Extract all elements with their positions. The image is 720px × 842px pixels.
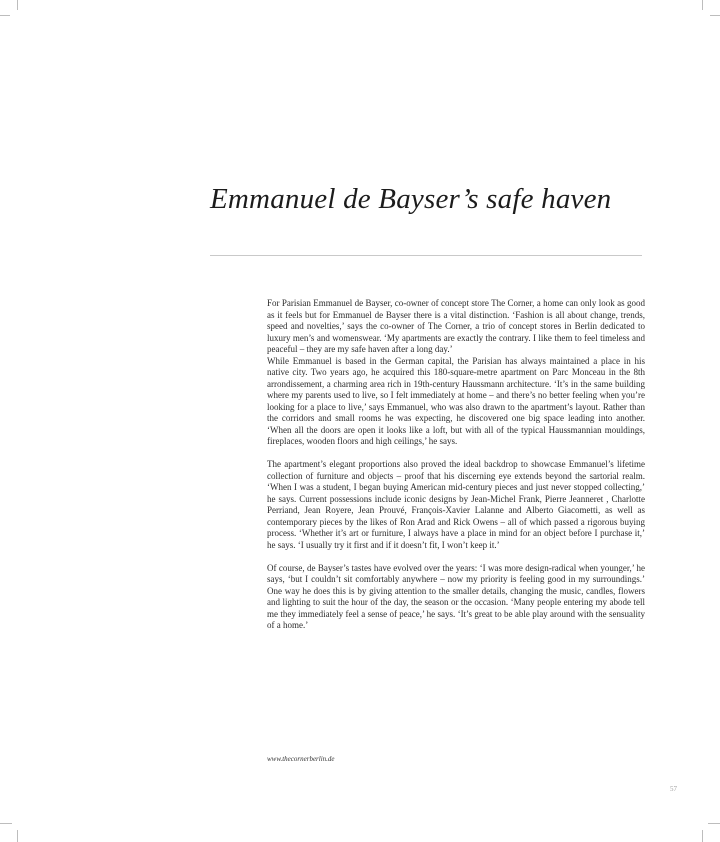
crop-mark-icon: [0, 15, 10, 16]
article-body: [267, 298, 645, 632]
article-paragraph: The apartment’s elegant proportions also proved the ideal backdrop to showcase Emmanuel’s lifetime collection of furniture and objects – proof that his discerning eye extends beyond the sartorial realm. ‘When I was a student, I began buying American mid-century pieces and just never stopped collecting,’ he says. Current possessions include iconic designs by Jean-Michel Frank, Pierre Jeanneret , Charlotte Perriand, Jean Royere, Jean Prouvé, François-Xavier Lalanne and Alberto Giacometti, as well as contemporary pieces by the likes of Ron Arad and Rick Owens – all of which passed a rigorous buying process. ‘Whether it’s art or furniture, I always have a place in mind for an object before I purchase it,’ he says. ‘I usually try it first and if it doesn’t fit, I won’t keep it.’: [267, 459, 645, 550]
title-divider: [210, 255, 642, 256]
article-paragraph: Of course, de Bayser’s tastes have evolved over the years: ‘I was more design-radical when younger,’ he says, ‘but I couldn’t sit comfortably anywhere – now my priority is feeling good in my surroundings.’ One way he does this is by giving attention to the smaller details, changing the music, candles, flowers and lighting to suit the hour of the day, the season or the occasion. ‘Many people entering my abode tell me they immediately feel a sense of peace,’ he says. ‘It’s great to be able play around with the sensuality of a home.’: [267, 562, 645, 630]
crop-mark-icon: [17, 830, 18, 842]
page-number: 57: [670, 785, 677, 793]
crop-mark-icon: [708, 823, 720, 824]
crop-mark-icon: [17, 0, 18, 10]
crop-mark-icon: [702, 830, 703, 842]
article-paragraph: For Parisian Emmanuel de Bayser, co-owner of concept store The Corner, a home can only look as good as it feels but for Emmanuel de Bayser there is a vital distinction. ‘Fashion is all about change, trends, speed and novelties,’ says the co-owner of The Corner, a trio of concept stores in Berlin dedicated to luxury men’s and womenswear. ‘My apartments are exactly the contrary. I like them to feel timeless and peaceful – they are my safe haven after a long day.’: [267, 298, 645, 354]
crop-mark-icon: [710, 15, 720, 16]
article-paragraph: While Emmanuel is based in the German capital, the Parisian has always maintained a place in his native city. Two years ago, he acquired this 180-square-metre apartment on Parc Monceau in the 8th arrondissement, a charming area rich in 19th-century Haussmann architecture. ‘It’s in the same building where my parents used to live, so I felt immediately at home – and there’s no better feeling when you’re looking for a place to live,’ says Emmanuel, who was also drawn to the apartment’s layout. Rather than the corridors and small rooms he was expecting, he discovered one big space leading into another. ‘When all the doors are open it looks like a loft, but with all of the typical Haussmannian mouldings, fireplaces, wooden floors and high ceilings,’ he says.: [267, 355, 645, 446]
article-title: Emmanuel de Bayser’s safe haven: [210, 183, 612, 215]
website-link[interactable]: www.thecornerberlin.de: [267, 755, 335, 763]
crop-mark-icon: [702, 0, 703, 10]
crop-mark-icon: [0, 823, 12, 824]
